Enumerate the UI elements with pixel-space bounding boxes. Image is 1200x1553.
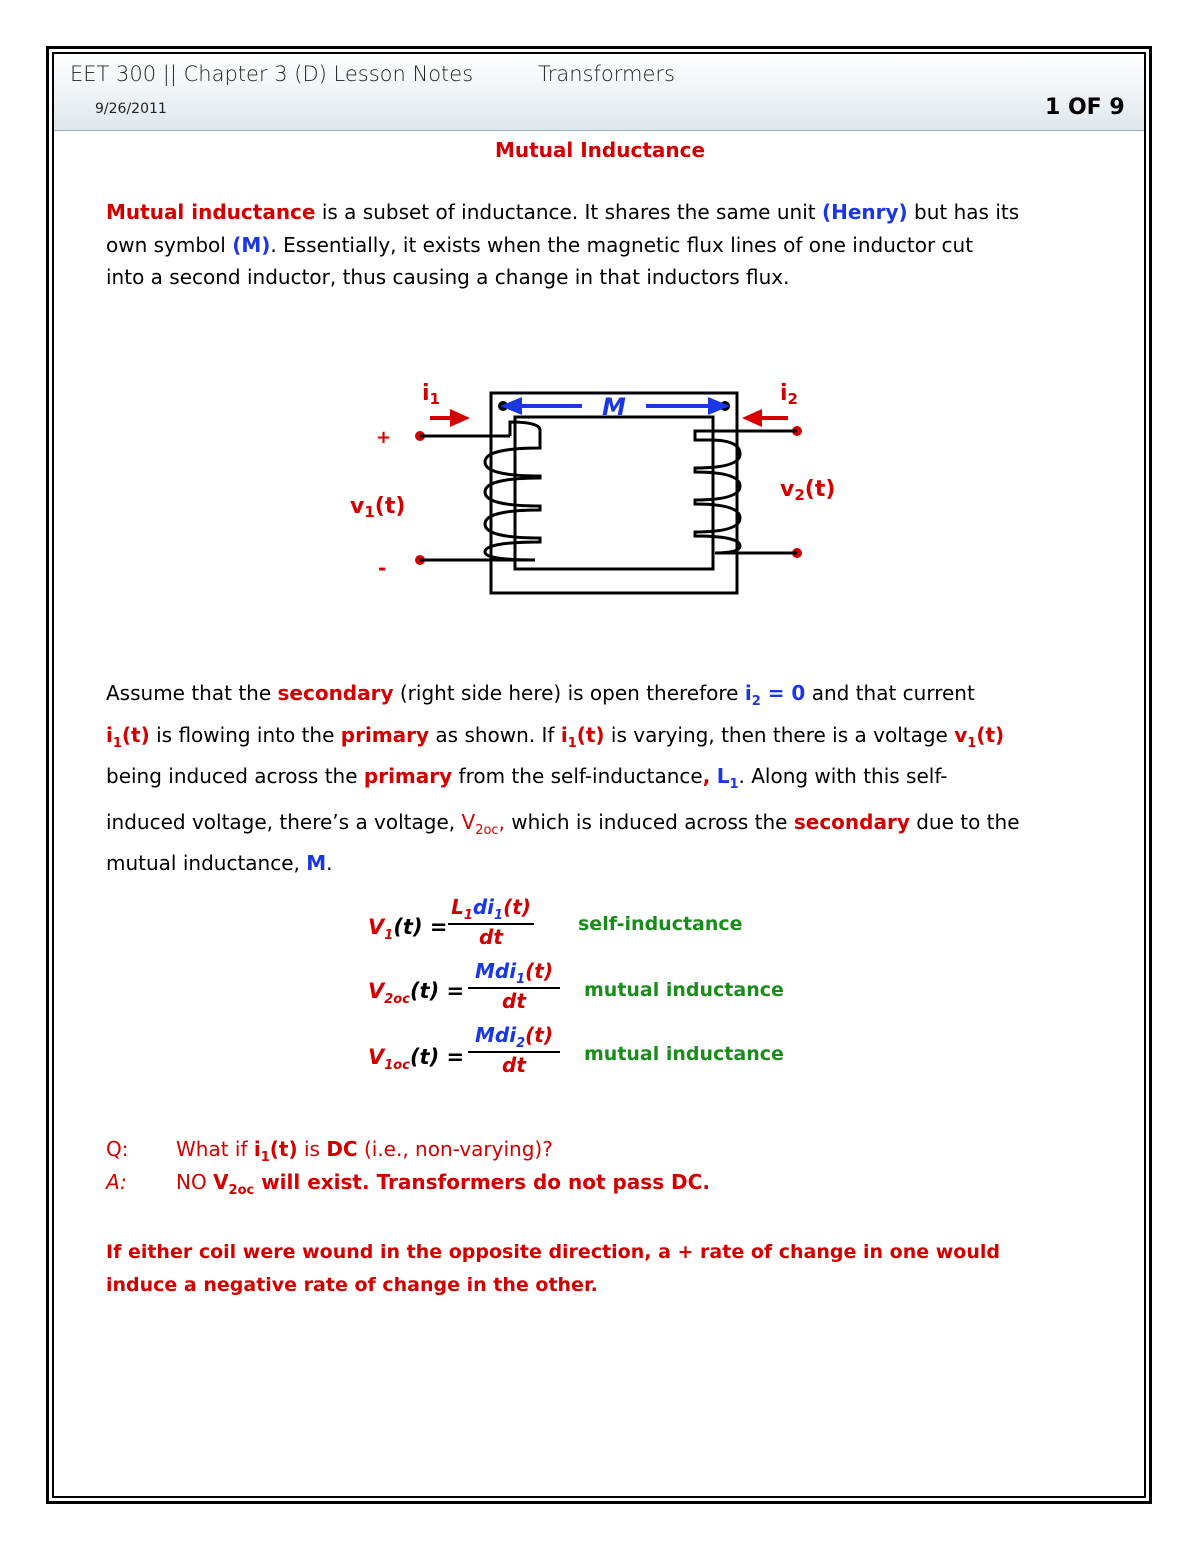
header-date: 9/26/2011 — [95, 101, 167, 117]
equation-3-lhs: $V_{1oc}(t)$ = — [368, 1045, 465, 1074]
symbol-m: (M) — [232, 232, 271, 257]
assume-text: Assume that the — [106, 681, 278, 705]
equation-1-label: self-inductance — [578, 913, 743, 935]
assume-line-1 — [106, 677, 1020, 719]
assume-text: which is induced across the — [504, 809, 794, 834]
note-line-2: induce a negative rate of change in the other. — [106, 1273, 598, 1296]
m-arrow-right-head — [708, 397, 730, 415]
comma: , — [702, 764, 711, 788]
intro-text: own symbol — [106, 232, 233, 257]
term-secondary: secondary — [277, 681, 394, 705]
page-number: 1 OF 9 — [1045, 95, 1125, 120]
v1t-term: $v_1(t)$ — [954, 722, 1005, 751]
answer-text: NO $V_{2oc}$ will exist. Transformers do not pass DC. — [176, 1170, 710, 1198]
answer-label: A: — [106, 1170, 127, 1194]
core-inner — [515, 417, 713, 569]
question-text: What if $i_1(t)$ is DC (i.e., non-varying)? — [176, 1137, 553, 1165]
m-label: M — [602, 393, 626, 421]
assume-text: mutual inductance, — [106, 851, 307, 875]
i2-equals-zero: $i_2 = 0$ — [744, 681, 806, 709]
equation-3-label: mutual inductance — [584, 1043, 784, 1065]
header-topic: Transformers — [538, 62, 675, 86]
m-term: M — [306, 851, 327, 875]
i1t-term: $i_1(t)$ — [106, 722, 150, 751]
m-arrow-left-head — [500, 397, 522, 415]
equation-1-numerator: $L_1di_1(t)$ — [451, 895, 531, 923]
v1-label: v1(t) — [350, 494, 406, 521]
equation-2-lhs: $V_{2oc}(t)$ = — [368, 979, 465, 1008]
term-secondary: secondary — [793, 809, 910, 834]
intro-line-1 — [106, 196, 1019, 229]
minus-sign: - — [378, 556, 387, 580]
assume-text: . Along with this self- — [738, 764, 948, 788]
assume-line-3 — [106, 760, 1020, 802]
i1t-term: $i_1(t)$ — [253, 1137, 298, 1165]
assume-text: induced voltage, there’s a voltage, — [106, 809, 462, 834]
header-course: EET 300 || Chapter 3 (D) Lesson Notes — [70, 62, 474, 86]
equation-2-denominator: dt — [502, 989, 526, 1013]
intro-line-3: into a second inductor, thus causing a change in that inductors flux. — [106, 265, 790, 289]
equation-1-denominator: dt — [479, 925, 503, 949]
l1-term: $L_1$ — [716, 764, 739, 792]
i2-label: i2 — [780, 381, 798, 408]
assume-text: as shown. If — [429, 722, 561, 747]
question-label: Q: — [106, 1137, 129, 1161]
primary-coil — [485, 422, 540, 560]
unit-henry: (Henry) — [821, 200, 908, 224]
i1t-term: $i_1(t)$ — [560, 722, 605, 751]
equations-block — [360, 895, 820, 1095]
note-line-1: If either coil were wound in the opposite direction, a + rate of change in one would — [106, 1241, 1000, 1263]
assume-line-4 — [106, 806, 1020, 848]
assume-line-5 — [106, 847, 1020, 880]
assume-text: and that current — [805, 681, 975, 705]
secondary-coil — [695, 431, 740, 553]
i1-arrow-head — [450, 409, 470, 427]
term-primary: primary — [340, 722, 430, 747]
term-mutual-inductance: Mutual inductance — [106, 200, 316, 224]
intro-text: but has its — [907, 200, 1020, 224]
opposite-winding-note — [106, 1236, 1000, 1301]
equation-1-fraction — [448, 895, 534, 949]
equation-3-numerator: Mdi$_2$(t) — [475, 1023, 553, 1051]
v2-label: v2(t) — [780, 477, 836, 504]
assume-text: being induced across the — [106, 764, 364, 788]
assume-text: is flowing into the — [149, 722, 341, 747]
term-primary: primary — [363, 764, 453, 788]
i2-arrow-head — [742, 409, 762, 427]
assume-text: (right side here) is open therefore — [393, 681, 745, 705]
intro-text: is a subset of inductance. It shares the same unit — [315, 200, 822, 224]
v2oc-term: $V_{2oc}$ — [213, 1170, 255, 1198]
dc-term: DC — [326, 1137, 358, 1161]
assume-text: from the self-inductance — [452, 764, 703, 788]
equation-2-fraction — [468, 959, 560, 1013]
page-title: Mutual Inductance — [494, 138, 706, 162]
equation-3-fraction — [468, 1023, 560, 1077]
assume-line-2 — [106, 719, 1020, 761]
intro-line-2 — [106, 229, 1019, 262]
assume-paragraph — [106, 677, 1020, 880]
equation-3-denominator: dt — [502, 1053, 526, 1077]
intro-text: . Essentially, it exists when the magnetic flux lines of one inductor cut — [270, 232, 974, 257]
v2oc-term: $V_{2oc}$, — [461, 809, 505, 838]
intro-paragraph — [106, 196, 1019, 294]
assume-text: due to the — [909, 809, 1020, 834]
plus-sign: + — [376, 427, 392, 448]
equation-1-lhs: $V_1(t)$ = — [368, 915, 448, 944]
equation-2-label: mutual inductance — [584, 979, 784, 1001]
i1-label: i1 — [422, 381, 440, 408]
assume-text: is varying, then there is a voltage — [604, 722, 955, 747]
transformer-diagram — [340, 370, 860, 610]
equation-2-numerator: Mdi$_1$(t) — [475, 959, 553, 987]
assume-text: . — [326, 851, 333, 875]
